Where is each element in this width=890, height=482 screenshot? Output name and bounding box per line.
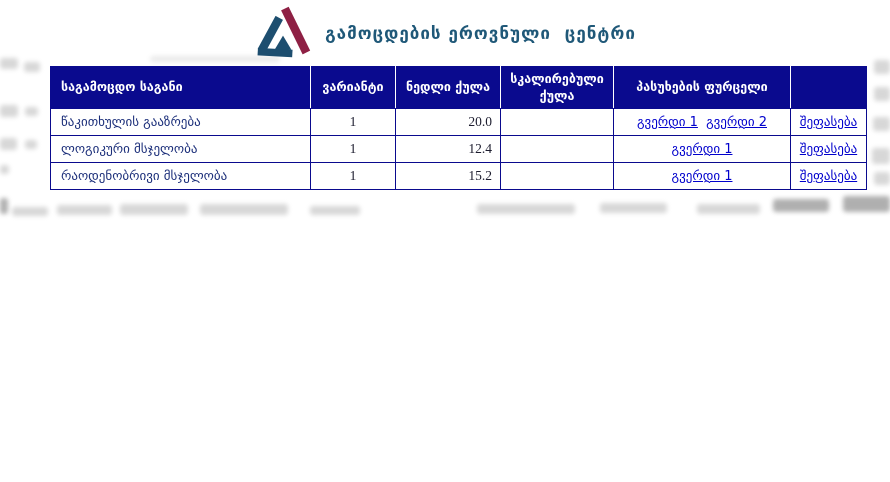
blur-artifact [57,205,112,215]
blur-artifact [872,148,890,164]
raw-score-cell: 20.0 [396,109,501,136]
blur-artifact [0,138,17,150]
naec-logo [0,4,890,58]
evaluation-link[interactable]: შეფასება [799,141,858,157]
evaluation-cell [791,163,867,190]
col-header-empty [791,67,867,109]
exam-results-table [50,66,867,190]
blur-artifact [873,117,890,131]
blur-artifact [600,203,667,213]
blur-artifact [874,87,890,101]
blur-artifact [874,172,890,185]
scaled-score-cell [501,136,614,163]
raw-score-cell: 15.2 [396,163,501,190]
answer-sheet-page-link[interactable]: გვერდი 1 [671,141,733,157]
answer-sheet-cell [614,109,791,136]
evaluation-link[interactable]: შეფასება [799,114,858,130]
answer-sheet-page-link[interactable]: გვერდი 1 [636,114,698,130]
table-row [51,163,867,190]
blur-artifact [25,140,37,149]
blur-artifact [0,165,9,174]
answer-sheet-page-link[interactable]: გვერდი 1 [671,168,733,184]
evaluation-link[interactable]: შეფასება [799,168,858,184]
subject-cell: ლოგიკური მსჯელობა [51,136,311,163]
blur-artifact [0,58,18,69]
col-header-answer-sheet: პასუხების ფურცელი [614,67,791,109]
raw-score-cell: 12.4 [396,136,501,163]
col-header-raw-score: ნედლი ქულა [396,67,501,109]
table-header-row [51,67,867,109]
scaled-score-cell [501,163,614,190]
col-header-subject: საგამოცდო საგანი [51,67,311,109]
blur-artifact [0,105,18,117]
variant-cell: 1 [311,163,396,190]
blur-artifact [120,204,188,215]
blur-artifact [12,207,48,216]
answer-sheet-cell [614,163,791,190]
variant-cell: 1 [311,109,396,136]
variant-cell: 1 [311,136,396,163]
col-header-scaled-score: სკალირებული ქულა [501,67,614,109]
scaled-score-cell [501,109,614,136]
blur-artifact [0,198,8,214]
logo-text: გამოცდების ეროვნული ცენტრი [325,24,636,44]
blur-artifact [697,204,760,214]
blur-artifact [310,206,360,215]
answer-sheet-page-link[interactable]: გვერდი 2 [706,114,767,130]
blur-artifact [843,196,890,212]
blur-artifact [477,204,575,214]
blur-artifact [24,62,40,72]
evaluation-cell [791,109,867,136]
blur-artifact [874,60,890,74]
blur-artifact [200,204,288,215]
col-header-variant: ვარიანტი [311,67,396,109]
subject-cell: წაკითხულის გააზრება [51,109,311,136]
blur-artifact [773,199,829,212]
table-row [51,136,867,163]
subject-cell: რაოდენობრივი მსჯელობა [51,163,311,190]
blur-artifact [25,107,38,116]
answer-sheet-cell [614,136,791,163]
evaluation-cell [791,136,867,163]
table-row [51,109,867,136]
naec-triangle-logo-icon [254,4,312,58]
